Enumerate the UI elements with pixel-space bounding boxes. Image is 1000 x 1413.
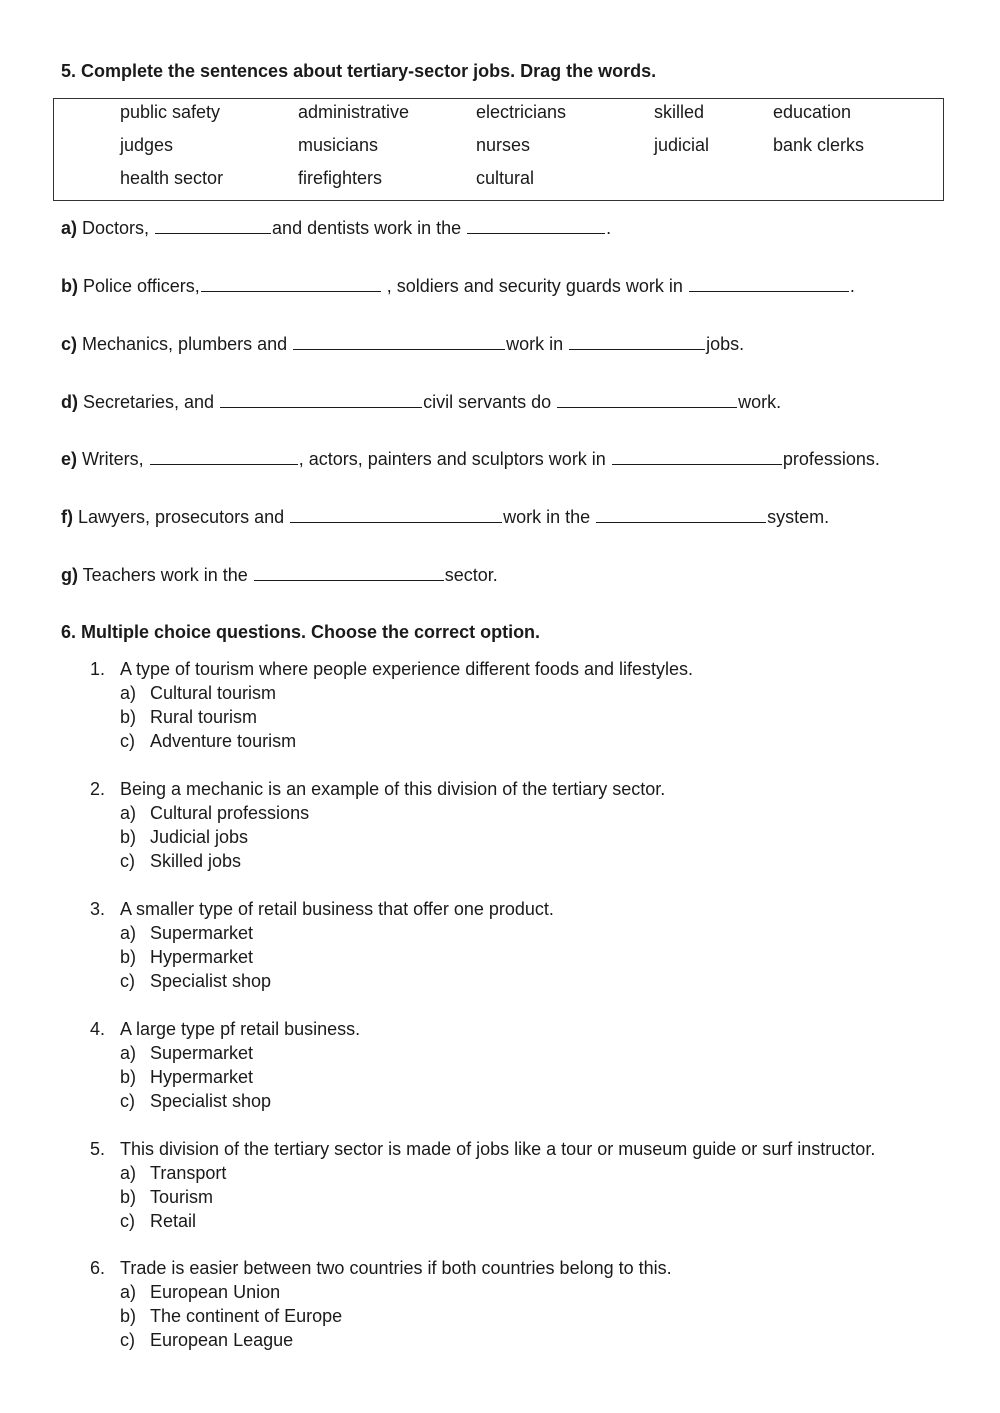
drop-blank[interactable]: [596, 506, 766, 523]
option-c[interactable]: [120, 1209, 875, 1233]
option-text: Hypermarket: [150, 1067, 254, 1087]
question-text: A smaller type of retail business that offer one product.: [120, 899, 554, 919]
question-text: Being a mechanic is an example of this division of the tertiary sector.: [120, 779, 666, 799]
question-1: [90, 657, 693, 753]
option-c[interactable]: [120, 969, 554, 993]
question-number: 1.: [90, 659, 106, 679]
option-a[interactable]: [120, 1041, 360, 1065]
option-b[interactable]: [120, 705, 693, 729]
drop-blank[interactable]: [155, 217, 271, 234]
question-number: 3.: [90, 899, 106, 919]
question-text: A large type pf retail business.: [120, 1019, 361, 1039]
option-letter: a): [120, 1163, 137, 1183]
option-a[interactable]: [120, 1280, 672, 1304]
option-text: Cultural tourism: [150, 683, 277, 703]
sentence-text: Teachers work in the: [78, 565, 253, 585]
option-letter: b): [120, 707, 137, 727]
drop-blank[interactable]: [254, 564, 444, 581]
option-letter: c): [120, 1211, 135, 1231]
sentence-e: [61, 448, 880, 470]
word-chip[interactable]: judges: [120, 135, 174, 155]
sentence-text: Writers,: [77, 449, 149, 469]
option-letter: b): [120, 1306, 137, 1326]
option-c[interactable]: [120, 1328, 672, 1352]
option-text: Cultural professions: [150, 803, 310, 823]
option-letter: b): [120, 947, 137, 967]
option-text: Transport: [150, 1163, 227, 1183]
option-c[interactable]: [120, 1089, 360, 1113]
word-chip[interactable]: skilled: [654, 102, 705, 122]
sentence-text: system.: [767, 507, 830, 527]
word-chip[interactable]: cultural: [476, 168, 535, 188]
question-number: 6.: [90, 1258, 106, 1278]
question-number: 5.: [90, 1139, 106, 1159]
word-chip[interactable]: judicial: [654, 135, 710, 155]
option-letter: c): [120, 731, 135, 751]
option-text: Skilled jobs: [150, 851, 242, 871]
sentence-text: work.: [738, 392, 782, 412]
word-chip[interactable]: firefighters: [298, 168, 383, 188]
sentence-text: jobs.: [706, 334, 745, 354]
option-letter: a): [120, 923, 137, 943]
sentence-text: , soldiers and security guards work in: [381, 276, 688, 296]
sentence-c: [61, 333, 744, 355]
option-letter: a): [120, 1282, 137, 1302]
sentence-a: [61, 217, 611, 239]
sentence-text: .: [849, 276, 855, 296]
option-b[interactable]: [120, 945, 554, 969]
drop-blank[interactable]: [201, 275, 381, 292]
drop-blank[interactable]: [557, 391, 737, 408]
option-text: Supermarket: [150, 1043, 254, 1063]
sentence-text: sector.: [444, 565, 498, 585]
option-b[interactable]: [120, 1065, 360, 1089]
sentence-b: [61, 275, 855, 297]
option-b[interactable]: [120, 1304, 672, 1328]
drop-blank[interactable]: [569, 333, 705, 350]
drop-blank[interactable]: [293, 333, 505, 350]
sentence-text: Lawyers, prosecutors and: [73, 507, 290, 527]
sentence-text: professions.: [782, 449, 880, 469]
sentence-text: .: [606, 218, 612, 238]
question-2: [90, 777, 665, 873]
option-b[interactable]: [120, 1185, 875, 1209]
sentence-letter: a): [61, 218, 78, 238]
option-letter: b): [120, 827, 137, 847]
question-number: 2.: [90, 779, 106, 799]
question-text: A type of tourism where people experience different foods and lifestyles.: [120, 659, 694, 679]
word-chip[interactable]: education: [773, 102, 852, 122]
drop-blank[interactable]: [290, 506, 502, 523]
drop-blank[interactable]: [612, 448, 782, 465]
sentence-text: Doctors,: [77, 218, 155, 238]
option-letter: b): [120, 1187, 137, 1207]
option-letter: a): [120, 803, 137, 823]
question-5: [90, 1137, 875, 1233]
word-chip[interactable]: nurses: [476, 135, 531, 155]
option-text: Supermarket: [150, 923, 254, 943]
drop-blank[interactable]: [689, 275, 849, 292]
sentence-f: [61, 506, 829, 528]
option-a[interactable]: [120, 681, 693, 705]
word-chip[interactable]: administrative: [298, 102, 410, 122]
word-chip[interactable]: health sector: [120, 168, 224, 188]
word-bank: [53, 98, 944, 201]
option-c[interactable]: [120, 729, 693, 753]
drop-blank[interactable]: [467, 217, 605, 234]
option-c[interactable]: [120, 849, 665, 873]
sentence-text: civil servants do: [423, 392, 557, 412]
question-4: [90, 1017, 360, 1113]
option-text: Tourism: [150, 1187, 214, 1207]
sentence-text: and dentists work in the: [272, 218, 467, 238]
sentence-text: Mechanics, plumbers and: [77, 334, 293, 354]
drop-blank[interactable]: [220, 391, 422, 408]
option-text: European Union: [150, 1282, 281, 1302]
option-text: Specialist shop: [150, 1091, 272, 1111]
option-letter: c): [120, 971, 135, 991]
option-a[interactable]: [120, 801, 665, 825]
sentence-text: Police officers,: [78, 276, 200, 296]
option-b[interactable]: [120, 825, 665, 849]
sentence-text: work in the: [503, 507, 596, 527]
question-text: Trade is easier between two countries if both countries belong to this.: [120, 1258, 672, 1278]
option-letter: b): [120, 1067, 137, 1087]
sentence-d: [61, 391, 781, 413]
section-6-title: 6. Multiple choice questions. Choose the correct option.: [61, 622, 541, 642]
question-number: 4.: [90, 1019, 106, 1039]
word-chip[interactable]: bank clerks: [773, 135, 865, 155]
option-text: European League: [150, 1330, 294, 1350]
sentence-text: , actors, painters and sculptors work in: [298, 449, 611, 469]
sentence-letter: f): [61, 507, 73, 527]
question-6: [90, 1256, 672, 1352]
drop-blank[interactable]: [150, 448, 298, 465]
option-text: Retail: [150, 1211, 197, 1231]
option-text: Rural tourism: [150, 707, 258, 727]
word-chip[interactable]: public safety: [120, 102, 221, 122]
option-text: The continent of Europe: [150, 1306, 343, 1326]
word-chip[interactable]: musicians: [298, 135, 379, 155]
option-letter: c): [120, 1330, 135, 1350]
question-text: This division of the tertiary sector is made of jobs like a tour or museum guide or surf instructor.: [120, 1139, 876, 1159]
option-text: Specialist shop: [150, 971, 272, 991]
sentence-letter: b): [61, 276, 78, 296]
sentence-letter: d): [61, 392, 78, 412]
option-letter: c): [120, 1091, 135, 1111]
option-a[interactable]: [120, 921, 554, 945]
sentence-letter: e): [61, 449, 78, 469]
section-5-title: 5. Complete the sentences about tertiary-sector jobs. Drag the words.: [61, 61, 657, 81]
option-text: Adventure tourism: [150, 731, 297, 751]
option-text: Hypermarket: [150, 947, 254, 967]
sentence-text: Secretaries, and: [78, 392, 220, 412]
option-a[interactable]: [120, 1161, 875, 1185]
sentence-text: work in: [506, 334, 569, 354]
sentence-g: [61, 564, 498, 586]
word-chip[interactable]: electricians: [476, 102, 567, 122]
sentence-letter: c): [61, 334, 78, 354]
option-letter: a): [120, 1043, 137, 1063]
option-text: Judicial jobs: [150, 827, 249, 847]
sentence-letter: g): [61, 565, 78, 585]
question-3: [90, 897, 554, 993]
option-letter: a): [120, 683, 137, 703]
option-letter: c): [120, 851, 135, 871]
